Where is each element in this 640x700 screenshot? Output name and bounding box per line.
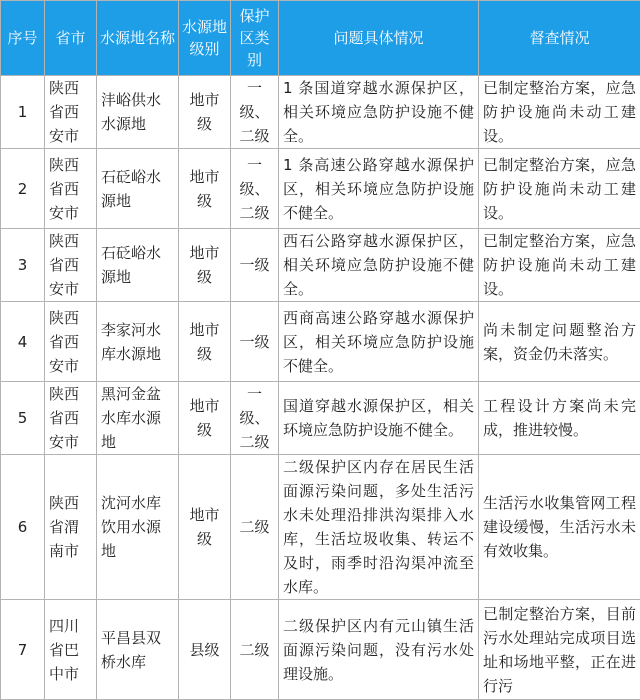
table-row [1, 229, 640, 302]
cell-supervision: 尚未制定问题整治方案，资金仍未落实。 [479, 302, 640, 382]
cell-source-name: 沣峪供水水源地 [97, 76, 179, 149]
cell-no: 5 [1, 382, 45, 455]
cell-zone-type: 一级、二级 [231, 382, 279, 455]
table-row [1, 600, 640, 700]
cell-problem: 西石公路穿越水源保护区，相关环境应急防护设施不健全。 [279, 229, 479, 302]
cell-source-level: 县级 [179, 600, 231, 700]
cell-supervision: 工程设计方案尚未完成，推进较慢。 [479, 382, 640, 455]
cell-source-level: 地市级 [179, 229, 231, 302]
cell-no: 3 [1, 229, 45, 302]
cell-zone-type: 一级、二级 [231, 149, 279, 229]
cell-supervision: 生活污水收集管网工程建设缓慢，生活污水未有效收集。 [479, 455, 640, 600]
table-row [1, 455, 640, 600]
cell-zone-type: 一级、二级 [231, 76, 279, 149]
cell-source-level: 地市级 [179, 455, 231, 600]
cell-province: 陕西省西安市 [45, 76, 97, 149]
cell-source-name: 李家河水库水源地 [97, 302, 179, 382]
cell-source-name: 石砭峪水源地 [97, 229, 179, 302]
cell-source-name: 石砭峪水源地 [97, 149, 179, 229]
cell-problem: 国道穿越水源保护区，相关环境应急防护设施不健全。 [279, 382, 479, 455]
cell-supervision: 已制定整治方案，应急防护设施尚未动工建设。 [479, 229, 640, 302]
cell-source-level: 地市级 [179, 76, 231, 149]
cell-source-name: 沈河水库饮用水源地 [97, 455, 179, 600]
header-supervision: 督查情况 [479, 1, 640, 76]
cell-supervision: 已制定整治方案，目前污水处理站完成项目选址和场地平整，正在进行污 [479, 600, 640, 700]
cell-source-level: 地市级 [179, 302, 231, 382]
cell-province: 四川省巴中市 [45, 600, 97, 700]
cell-source-name: 黑河金盆水库水源地 [97, 382, 179, 455]
cell-province: 陕西省渭南市 [45, 455, 97, 600]
cell-source-level: 地市级 [179, 149, 231, 229]
cell-problem: 二级保护区内存在居民生活面源污染问题，多处生活污水未处理沿排洪沟渠排入水库，生活垃圾收集、转运不及时，雨季时沿沟渠冲流至水库。 [279, 455, 479, 600]
cell-source-level: 地市级 [179, 382, 231, 455]
header-province: 省市 [45, 1, 97, 76]
header-source-level: 水源地级别 [179, 1, 231, 76]
table-row [1, 76, 640, 149]
header-problem: 问题具体情况 [279, 1, 479, 76]
table-row [1, 149, 640, 229]
cell-supervision: 已制定整治方案，应急防护设施尚未动工建设。 [479, 76, 640, 149]
header-zone-type: 保护区类别 [231, 1, 279, 76]
header-no: 序号 [1, 1, 45, 76]
cell-no: 1 [1, 76, 45, 149]
cell-zone-type: 二级 [231, 455, 279, 600]
cell-province: 陕西省西安市 [45, 229, 97, 302]
cell-zone-type: 一级 [231, 302, 279, 382]
cell-zone-type: 一级 [231, 229, 279, 302]
cell-source-name: 平昌县双桥水库 [97, 600, 179, 700]
cell-problem: 1 条国道穿越水源保护区，相关环境应急防护设施不健全。 [279, 76, 479, 149]
cell-problem: 二级保护区内有元山镇生活面源污染问题，没有污水处理设施。 [279, 600, 479, 700]
table-header-row [1, 1, 640, 76]
cell-no: 4 [1, 302, 45, 382]
cell-province: 陕西省西安市 [45, 149, 97, 229]
cell-no: 2 [1, 149, 45, 229]
cell-no: 6 [1, 455, 45, 600]
cell-problem: 1 条高速公路穿越水源保护区，相关环境应急防护设施不健全。 [279, 149, 479, 229]
cell-province: 陕西省西安市 [45, 382, 97, 455]
header-source-name: 水源地名称 [97, 1, 179, 76]
cell-province: 陕西省西安市 [45, 302, 97, 382]
cell-problem: 西商高速公路穿越水源保护区，相关环境应急防护设施不健全。 [279, 302, 479, 382]
cell-no: 7 [1, 600, 45, 700]
table-row [1, 382, 640, 455]
cell-zone-type: 二级 [231, 600, 279, 700]
table-row [1, 302, 640, 382]
cell-supervision: 已制定整治方案，应急防护设施尚未动工建设。 [479, 149, 640, 229]
